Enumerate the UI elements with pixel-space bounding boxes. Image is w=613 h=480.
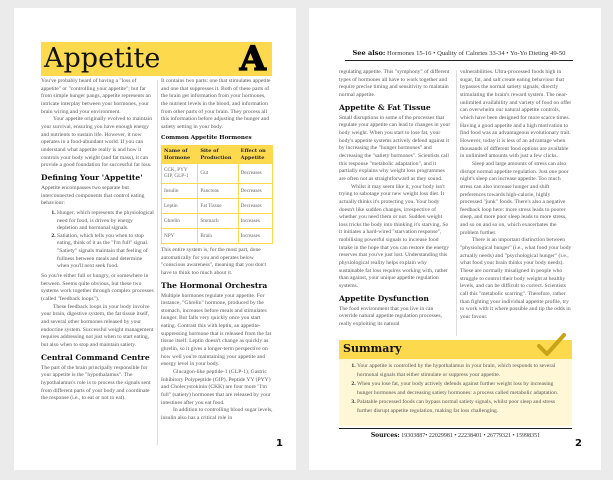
table-header: Name of Hormone bbox=[162, 146, 197, 163]
hormones-table bbox=[161, 145, 273, 244]
paragraph: It contains two parts: one that stimulates appetite and one that suppresses it. Both of these parts of the brain get information from your hormones, the nutrient levels in the blood, and information from other parts of your brain. They process all this information before adjusting the hunger and satiety setting in your body. bbox=[161, 78, 271, 130]
paragraph: Your appetite originally evolved to maintain your survival, ensuring you have enough energy and nutrients to sustain life. However, it now operates in a food-abundant world. If you can understand what appetite really is and how it controls your body weight (and fat mass), it can provide a good foundation for successful fat loss. bbox=[41, 116, 153, 169]
column-1 bbox=[41, 78, 154, 403]
table-cell: Gut bbox=[198, 164, 237, 183]
table-cell: Decreases bbox=[239, 199, 272, 213]
section-heading: Central Command Centre bbox=[41, 352, 150, 362]
table-cell: Stomach bbox=[198, 214, 237, 228]
table-row bbox=[162, 229, 272, 243]
table-title: Common Appetite Hormones bbox=[161, 134, 252, 141]
table-cell: Brain bbox=[198, 229, 237, 243]
column-2 bbox=[460, 69, 573, 322]
table-cell: Increases bbox=[239, 214, 272, 228]
see-also-links: Hormones 15-16 • Quality of Calories 33-34 • Yo-Yo Dieting 49-50 bbox=[386, 50, 566, 57]
sources-list: 19303887• 22029981 • 22238401 • 26779321 • 15998351 bbox=[401, 433, 541, 439]
summary-title: Summary bbox=[343, 342, 402, 355]
paragraph: You've probably heard of having a "loss of appetite" or "controlling your appetite"; but far from simple hunger pangs, appetite represents an intricate interplay between your hormones, your brain wiring and your environment. bbox=[41, 78, 151, 115]
paragraph: These feedback loops in your body involve your brain, digestive system, the fat tissue itself, and several other hormones released by your endocrine system. Successful weight management requires addressing not just when to start eating, but also when to stop and maintain satiety. bbox=[41, 303, 154, 348]
paragraph: Whilst it may seem like it, your body isn't trying to sabotage your new weight loss diet. It actually thinks it's protecting you. Your body doesn't like sudden changes, irrespective of whether you need them or not. Sudden weight loss tricks the body into thinking it's starving. So it initiates a hard-wired "starvation response", mobilising powerful signals to increase food intake in the hope that you can restore the energy reserves that you've just lost. Understanding this physiological reality helps explain why sustainable fat loss requires working with, rather than against, your unique appetite regulation systems. bbox=[339, 183, 450, 290]
page-number: 2 bbox=[575, 438, 582, 449]
column-2 bbox=[161, 78, 273, 423]
paragraph: Sleep and large amounts of stress can also disrupt normal appetite regulation. Just one poor night's sleep can increase appetite. Too much stress can also increase hunger and shift preferences towards high-calorie, highly processed "junk" foods. There's also a negative feedback loop here: more stress leads to poorer sleep, and more poor sleep leads to more stress, and so on and so on, which exacerbates the problem further. bbox=[460, 160, 569, 236]
table-cell: CCK, PYY GIP, GLP-1 bbox=[162, 164, 197, 183]
page-title: Appetite bbox=[44, 43, 161, 74]
table-cell: Leptin bbox=[162, 199, 197, 213]
table-row bbox=[162, 184, 272, 198]
paragraph: The food environment that you live in can override natural appetite regulation processes, really exploiting its natural bbox=[339, 305, 442, 328]
section-heading: The Hormonal Orchestra bbox=[161, 280, 268, 290]
summary-list bbox=[351, 362, 568, 416]
table-cell: Increases bbox=[239, 229, 272, 243]
table-cell: Ghrelin bbox=[162, 214, 197, 228]
paragraph: Small disruptions in some of the processes that regulate your appetite can lead to changes in your body weight. When you start to lose fat, your body's appetite systems actively defend against it by increasing the "hunger hormones" and decreasing the "satiety hormones". Scientists call this response "metabolic adaptation", and it partially explains why weight loss programmes are often not as straightforward as they sound. bbox=[339, 114, 451, 182]
column-divider bbox=[456, 70, 457, 336]
paragraph: This entire system is, for the most part, done automatically for you and operates below "conscious awareness", meaning that you don't have to think too much about it. bbox=[161, 246, 266, 276]
table-cell: Decreases bbox=[239, 184, 272, 198]
summary-box bbox=[339, 340, 572, 426]
list-item: 2. Satiation, which tells you when to stop eating, think of it as the "I'm full" signal. "Satiety" signals maintain that feeling of fullness between meals and determine when you'll next seek food. bbox=[57, 233, 154, 271]
list-item: 1. Hunger, which represents the physiological need for food, is driven by energy depletion and hormonal signals. bbox=[57, 210, 154, 233]
table-cell: Pancreas bbox=[198, 184, 237, 198]
paragraph: Multiple hormones regulate your appetite. For instance, "Ghrelin" hormone, produced by the stomach, increases before meals and stimulates hunger. But falls very quickly once you start eating. Contrast this with leptin, an appetite-suppressing hormone that is released from the fat tissue itself. Leptin doesn't change as quickly as ghrelin, so it gives a longer-term perspective on how well you're maintaining your appetite and energy level in your body. bbox=[161, 292, 272, 368]
paragraph: There is an important distinction between "physiological hunger" (i.e., what food your body actually needs) and "psychological hunger" (i.e., what food your brain thinks your body needs). These are normally misaligned in people who struggle to control their body weight at healthy levels, and can be difficult to correct. Scientists call this "metabolic scarring". Therefore, rather than fighting your individual appetite profile, try to work with it where possible and tip the odds in your favour. bbox=[460, 237, 572, 320]
table-cell: NPY bbox=[162, 229, 197, 243]
table-cell: Decreases bbox=[239, 164, 272, 183]
paragraph: So you're either full or hungry, or somewhere in between. Seems quite obvious, but these two systems work together through complex processes (called "feedback loops"). bbox=[41, 273, 154, 303]
table-row bbox=[162, 199, 272, 213]
paragraph: Appetite encompasses two separate but interconnected components that control eating behaviour: bbox=[41, 184, 145, 207]
paragraph: The part of the brain principally responsible for your appetite is the "hypothalamus". The hypothalamus's role is to process the signals sent from different parts of your body and coordinate the response (i.e., to eat or not to eat). bbox=[41, 364, 151, 402]
section-heading: Appetite Dysfunction bbox=[339, 293, 429, 303]
table-header: Site of Production bbox=[198, 146, 237, 163]
column-1 bbox=[339, 69, 452, 329]
table-cell: Insulin bbox=[162, 184, 197, 198]
title-banner bbox=[41, 39, 272, 79]
paragraph: In addition to controlling blood sugar levels, insulin also has a critical role in bbox=[161, 407, 273, 421]
section-heading: Appetite & Fat Tissue bbox=[339, 102, 431, 112]
see-also-label: See also: bbox=[352, 49, 386, 57]
sources-line bbox=[339, 428, 572, 439]
checkmark-icon bbox=[536, 332, 566, 358]
sources-label: Sources: bbox=[370, 432, 400, 439]
summary-item: 2. When you lose fat, your body actively defends against further weight loss by increasing hunger hormones and decreasing satiety hormones: a process called metabolic adaptation. bbox=[357, 380, 568, 398]
paragraph: regulating appetite. This "symphony" of different types of hormones all have to work together and require precise timing and sensitivity to maintain normal appetite. bbox=[339, 69, 450, 98]
paragraph: Glucagon-like peptide-1 (GLP-1), Gastric Inhibitory Polypeptide (GIP), Peptide YY (PYY) and Cholecystokinin (CKK) are four more "I'm full" (satiety) hormones that are released by your intestines after you eat food. bbox=[161, 369, 271, 406]
numbered-list bbox=[51, 210, 154, 271]
see-also-bar bbox=[345, 49, 573, 61]
table-row bbox=[162, 214, 272, 228]
section-heading: Defining Your 'Appetite' bbox=[41, 172, 143, 182]
summary-item: 3. Palatable processed foods can bypass normal satiety signals, whilst poor sleep and stress further disrupt appetite regulation, making fat loss challenging. bbox=[357, 398, 568, 416]
table-row bbox=[162, 164, 272, 183]
page-2 bbox=[309, 8, 601, 470]
table-cell: Fat Tissue bbox=[198, 199, 237, 213]
table-header: Effect on Appetite bbox=[239, 146, 272, 163]
page-number: 1 bbox=[276, 438, 283, 449]
summary-item: 1. Your appetite is controlled by the hypothalamus in your brain, which responds to several hormonal signals that either stimulate or suppress your appetite. bbox=[357, 362, 568, 380]
chapter-letter: A bbox=[239, 39, 266, 79]
page-1 bbox=[14, 8, 296, 470]
paragraph: vulnerabilities. Ultra-processed foods high in sugar, fat, and salt create eating behaviour that bypasses the normal satiety signals, directly stimulating the brain's reward system. The near-unlimited availability and variety of food on offer can overwhelm our natural appetite controls, which have been designed for more scarce times. Having a good appetite and a high motivation to find food was an advantageous evolutionary trait. However, today it is less of an advantage when thousands of different food options are available in unlimited amounts with just a few clicks. bbox=[460, 69, 572, 160]
column-divider bbox=[157, 80, 158, 445]
